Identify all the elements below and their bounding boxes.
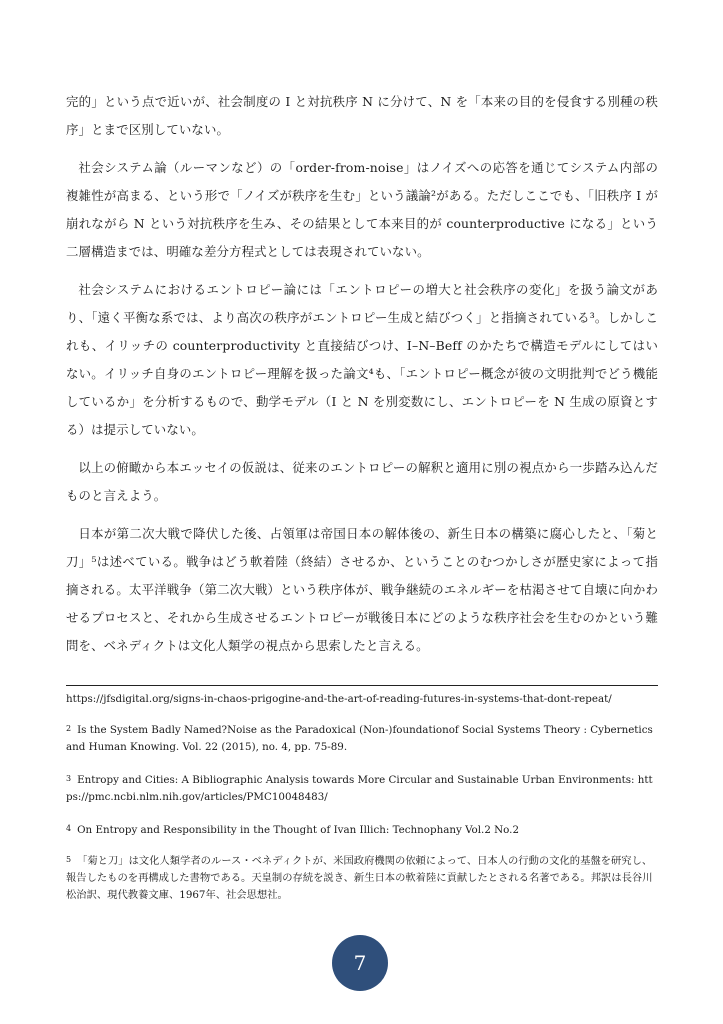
paragraph-4: 以上の俯瞰から本エッセイの仮説は、従来のエントロピーの解釈と適用に別の視点から一歩踏み込んだものと言えよう。 [66, 460, 658, 503]
body-text [66, 88, 658, 670]
footnote-2-text: Is the System Badly Named?Noise as the Paradoxical (Non-)foundationof Social Systems Theory : Cybernetics and Human Knowing. Vol. 22 (2015), no. 4, pp. 75-89. [66, 724, 653, 753]
footnote-3 [66, 772, 658, 806]
paragraph-2: 社会システム論（ルーマンなど）の「order-from-noise」はノイズへの応答を通じてシステム内部の複雑性が高まる、という形で「ノイズが秩序を生む」という議論²がある。ただしここでも、「旧秩序 I が崩れながら N という対抗秩序を生み、その結果として本来目的が counterproductive になる」という二層構造までは、明確な差分方程式としては表現されていない。 [66, 160, 658, 259]
footnote-4-marker: 4 [66, 824, 72, 833]
paragraph-3: 社会システムにおけるエントロピー論には「エントロピーの増大と社会秩序の変化」を扱う論文があり、「遠く平衡な系では、より高次の秩序がエントロピー生成と結びつく」と指摘されている³。しかしこれも、イリッチの counterproductivity と直接結びつけ、I–N–Beff のかたちで構造モデルにしてはいない。イリッチ自身のエントロピー理解を扱った論文⁴も、「エントロピー概念が彼の文明批判でどう機能しているか」を分析するもので、動学モデル（I と N を別変数にし、エントロピーを N 生成の原資とする）は提示していない。 [66, 282, 658, 437]
page-number-badge: 7 [332, 935, 388, 991]
footnote-3-marker: 3 [66, 774, 72, 783]
footnote-separator [66, 685, 658, 686]
paragraph-5: 日本が第二次大戦で降伏した後、占領軍は帝国日本の解体後の、新生日本の構築に腐心したと、「菊と刀」⁵は述べている。戦争はどう軟着陸（終結）させるか、ということのむつかしさが歴史家によって指摘される。太平洋戦争（第二次大戦）という秩序体が、戦争継続のエネルギーを枯渇させて自壊に向かわせるプロセスと、それから生成させるエントロピーが戦後日本にどのような秩序社会を生むのかという難問を、ベネディクトは文化人類学の視点から思索したと言える。 [66, 526, 658, 653]
footnotes [66, 691, 658, 920]
footnote-4 [66, 822, 658, 839]
footnote-1-text: https://jfsdigital.org/signs-in-chaos-prigogine-and-the-art-of-reading-futures-in-systems-that-dont-repeat/ [66, 693, 612, 705]
footnote-5 [66, 853, 658, 904]
footnote-3-text: Entropy and Cities: A Bibliographic Analysis towards More Circular and Sustainable Urban Environments: https://pmc.ncbi.nlm.nih.gov/articles/PMC10048483/ [66, 774, 653, 803]
footnote-2 [66, 722, 658, 756]
footnote-2-marker: 2 [66, 724, 72, 733]
footnote-4-text: On Entropy and Responsibility in the Thought of Ivan Illich: Technophany Vol.2 No.2 [77, 824, 519, 836]
footnote-5-marker: 5 [66, 855, 72, 864]
footnote-1 [66, 691, 658, 708]
footnote-5-text: 「菊と刀」は文化人類学者のルース・ベネディクトが、米国政府機関の依頼によって、日本人の行動の文化的基盤を研究し、報告したものを再構成した書物である。天皇制の存続を説き、新生日本の軟着陸に貢献したとされる名著である。邦訳は長谷川松治訳、現代教養文庫、1967年、社会思想社。 [66, 855, 653, 901]
paragraph-1: 完的」という点で近いが、社会制度の I と対抗秩序 N に分けて、N を「本来の目的を侵食する別種の秩序」とまで区別していない。 [66, 94, 658, 137]
